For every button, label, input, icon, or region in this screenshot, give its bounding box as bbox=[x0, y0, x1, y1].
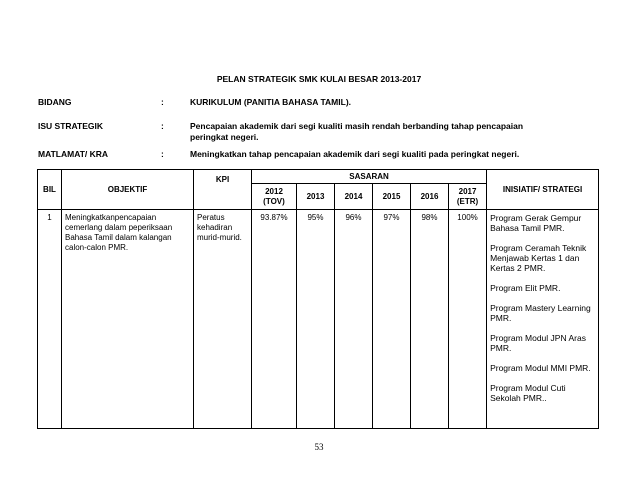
meta-value: Meningkatkan tahap pencapaian akademik dari segi kualiti pada peringkat negeri. bbox=[190, 149, 520, 159]
header-bil: BIL bbox=[38, 170, 62, 210]
cell-sasaran-2016: 98% bbox=[411, 210, 449, 429]
cell-sasaran-2013: 95% bbox=[297, 210, 335, 429]
meta-value-line: Pencapaian akademik dari segi kualiti masih rendah berbanding tahap pencapaian bbox=[190, 121, 524, 131]
inisiatif-item: Program Modul MMI PMR. bbox=[490, 363, 591, 373]
cell-objektif: Meningkatkanpencapaian cemerlang dalam peperiksaan Bahasa Tamil dalam kalangan calon-calon PMR. bbox=[62, 210, 194, 429]
meta-colon: : bbox=[161, 121, 164, 131]
year-label: 2012 bbox=[265, 186, 283, 196]
header-sasaran: SASARAN bbox=[252, 170, 487, 184]
header-year-2014: 2014 bbox=[335, 184, 373, 210]
header-year-2012 bbox=[252, 184, 297, 210]
cell-bil: 1 bbox=[38, 210, 62, 429]
meta-value bbox=[190, 121, 630, 143]
strategy-table bbox=[37, 169, 599, 429]
header-objektif: OBJEKTIF bbox=[62, 170, 194, 210]
inisiatif-item: Program Modul JPN Aras PMR. bbox=[490, 333, 586, 353]
meta-label: MATLAMAT/ KRA bbox=[38, 149, 109, 159]
meta-label: BIDANG bbox=[38, 97, 72, 107]
inisiatif-item: Program Gerak Gempur Bahasa Tamil PMR. bbox=[490, 213, 582, 233]
page-number: 53 bbox=[314, 442, 324, 452]
header-year-2016: 2016 bbox=[411, 184, 449, 210]
year-sub-label: (TOV) bbox=[263, 196, 285, 206]
header-kpi: KPI bbox=[194, 170, 252, 210]
inisiatif-item: Program Mastery Learning PMR. bbox=[490, 303, 591, 323]
document-title: PELAN STRATEGIK SMK KULAI BESAR 2013-2017 bbox=[216, 74, 422, 84]
meta-colon: : bbox=[161, 149, 164, 159]
inisiatif-item: Program Elit PMR. bbox=[490, 283, 561, 293]
cell-sasaran-2014: 96% bbox=[335, 210, 373, 429]
cell-sasaran-2012: 93.87% bbox=[252, 210, 297, 429]
cell-sasaran-2017: 100% bbox=[449, 210, 487, 429]
year-label: 2017 bbox=[458, 186, 477, 196]
header-year-2017 bbox=[449, 184, 487, 210]
meta-value-line: peringkat negeri. bbox=[190, 132, 259, 142]
meta-label: ISU STRATEGIK bbox=[38, 121, 104, 131]
cell-sasaran-2015: 97% bbox=[373, 210, 411, 429]
table-row bbox=[38, 210, 599, 429]
cell-inisiatif bbox=[487, 210, 599, 429]
cell-kpi: Peratus kehadiran murid-murid. bbox=[194, 210, 252, 429]
header-year-2015: 2015 bbox=[373, 184, 411, 210]
meta-value: KURIKULUM (PANITIA BAHASA TAMIL). bbox=[190, 97, 352, 107]
inisiatif-item: Program Ceramah Teknik Menjawab Kertas 1 dan Kertas 2 PMR. bbox=[490, 243, 587, 273]
year-sub-label: (ETR) bbox=[456, 196, 479, 206]
inisiatif-item: Program Modul Cuti Sekolah PMR.. bbox=[490, 383, 566, 403]
meta-colon: : bbox=[161, 97, 164, 107]
header-year-2013: 2013 bbox=[297, 184, 335, 210]
header-inisiatif: INISIATIF/ STRATEGI bbox=[487, 170, 599, 210]
